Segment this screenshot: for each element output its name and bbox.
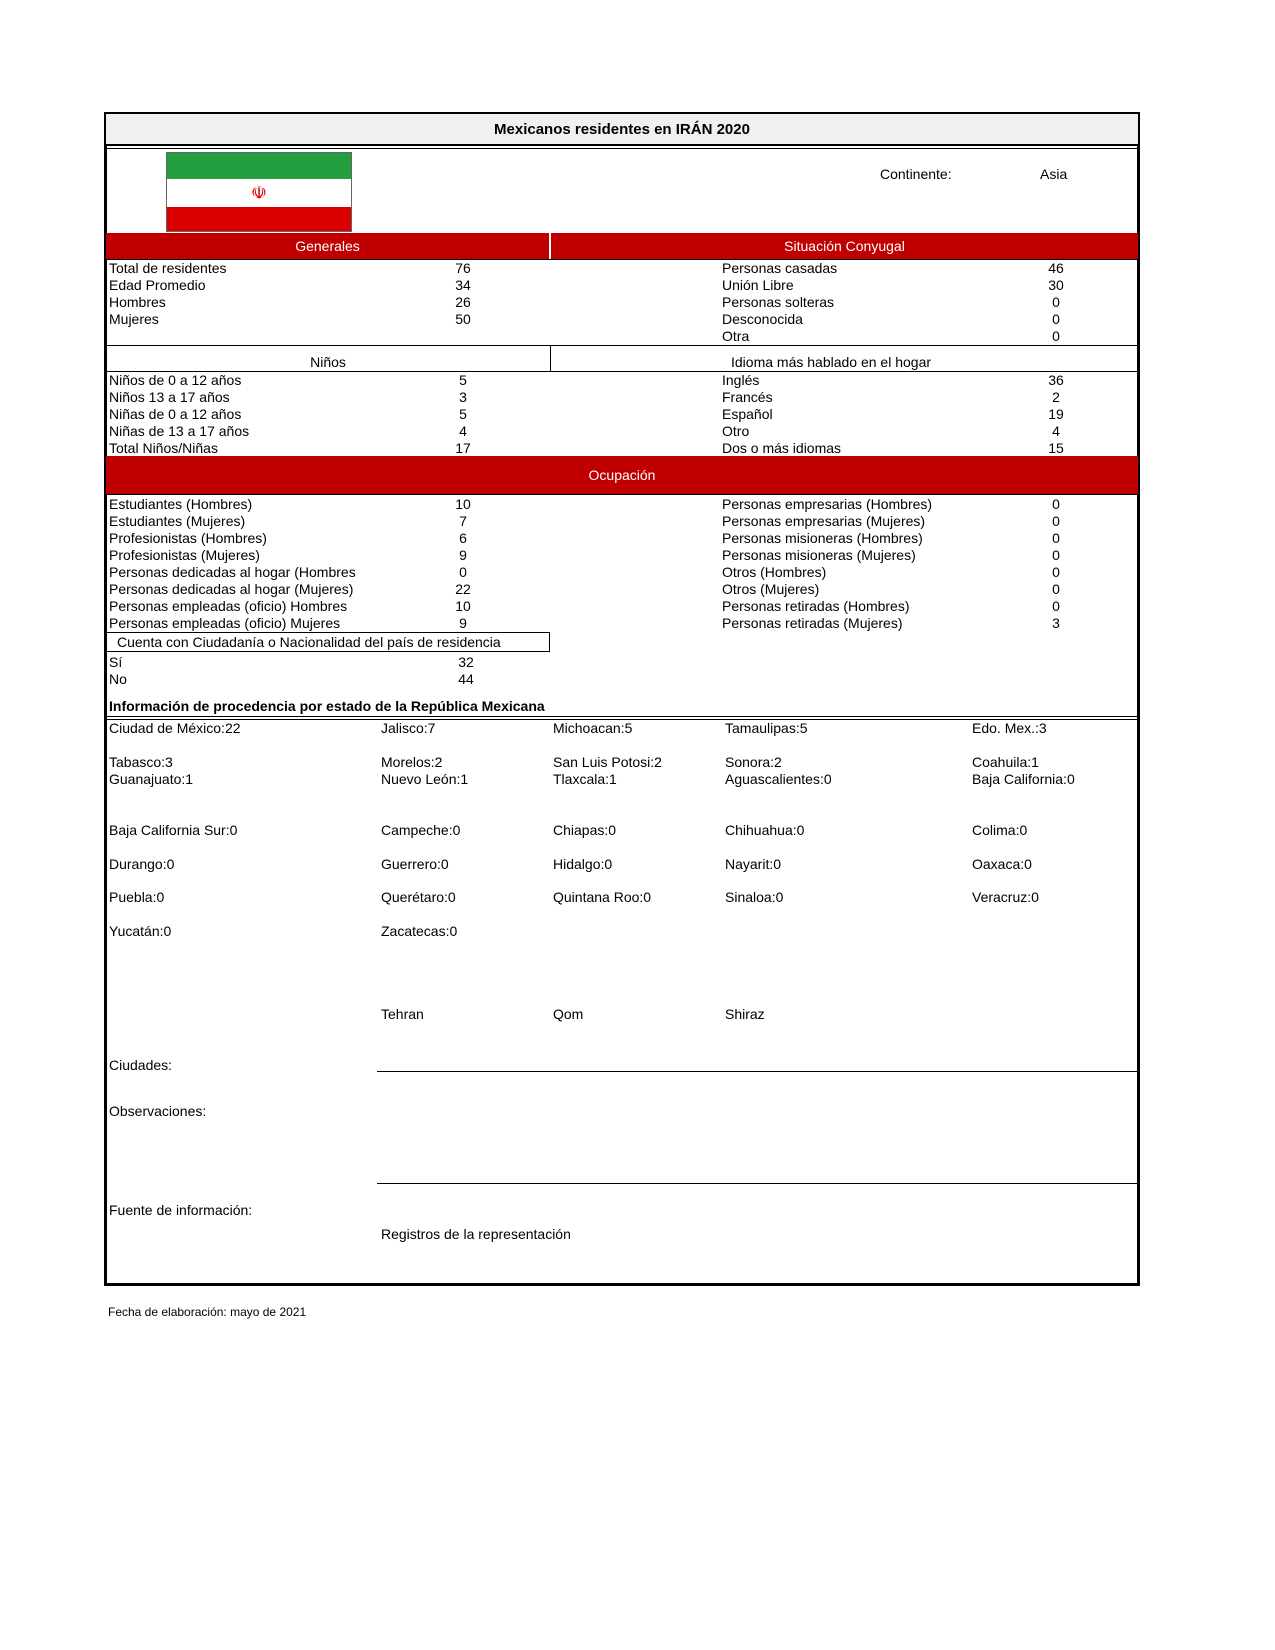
row-value: 22 bbox=[455, 581, 471, 597]
row-label: Personas casadas bbox=[722, 260, 838, 276]
state-entry: Tamaulipas:5 bbox=[725, 720, 808, 736]
state-entry: Yucatán:0 bbox=[109, 923, 172, 939]
row-value: 4 bbox=[1052, 423, 1060, 439]
row-value: 10 bbox=[455, 598, 471, 614]
ocupacion-header-bottom bbox=[106, 494, 1138, 495]
row-value: 26 bbox=[455, 294, 471, 310]
state-entry: Guerrero:0 bbox=[381, 856, 449, 872]
iran-flag-icon: ☫ bbox=[166, 152, 352, 232]
observaciones-label: Observaciones: bbox=[109, 1103, 207, 1119]
row-value: 46 bbox=[1048, 260, 1064, 276]
row-value: 7 bbox=[459, 513, 467, 529]
state-entry: Nayarit:0 bbox=[725, 856, 782, 872]
row-label: Personas empleadas (oficio) Hombres bbox=[109, 598, 348, 614]
row-label: Personas solteras bbox=[722, 294, 835, 310]
row-label: Sí bbox=[109, 654, 123, 670]
row-label: Niñas de 0 a 12 años bbox=[109, 406, 242, 422]
row-label: Francés bbox=[722, 389, 773, 405]
row-label: Otra bbox=[722, 328, 750, 344]
row-label: Personas misioneras (Hombres) bbox=[722, 530, 923, 546]
state-entry: Zacatecas:0 bbox=[381, 923, 458, 939]
ocupacion-header: Ocupación bbox=[106, 456, 1138, 494]
row-value: 0 bbox=[1052, 496, 1060, 512]
conyugal-header: Situación Conyugal bbox=[551, 233, 1138, 259]
row-value: 0 bbox=[1052, 513, 1060, 529]
state-entry: Morelos:2 bbox=[381, 754, 443, 770]
row-value: 50 bbox=[455, 311, 471, 327]
row-label: Mujeres bbox=[109, 311, 159, 327]
state-entry: Chihuahua:0 bbox=[725, 822, 805, 838]
row-value: 0 bbox=[1052, 581, 1060, 597]
row-value: 5 bbox=[459, 406, 467, 422]
row-value: 0 bbox=[1052, 547, 1060, 563]
row-value: 9 bbox=[459, 615, 467, 631]
row-value: 76 bbox=[455, 260, 471, 276]
state-entry: Tabasco:3 bbox=[109, 754, 173, 770]
row-label: Profesionistas (Hombres) bbox=[109, 530, 267, 546]
row-label: Personas retiradas (Mujeres) bbox=[722, 615, 903, 631]
state-entry: Colima:0 bbox=[972, 822, 1028, 838]
state-entry: Michoacan:5 bbox=[553, 720, 633, 736]
state-entry: Quintana Roo:0 bbox=[553, 889, 652, 905]
row-label: Hombres bbox=[109, 294, 166, 310]
state-entry: Querétaro:0 bbox=[381, 889, 456, 905]
row-value: 0 bbox=[1052, 598, 1060, 614]
row-label: Otros (Mujeres) bbox=[722, 581, 820, 597]
row-label: No bbox=[109, 671, 127, 687]
row-value: 15 bbox=[1048, 440, 1064, 456]
state-entry: Chiapas:0 bbox=[553, 822, 617, 838]
row-value: 0 bbox=[1052, 328, 1060, 344]
row-label: Inglés bbox=[722, 372, 760, 388]
row-value: 0 bbox=[459, 564, 467, 580]
row-label: Dos o más idiomas bbox=[722, 440, 842, 456]
state-entry: Campeche:0 bbox=[381, 822, 461, 838]
row-value: 32 bbox=[458, 654, 474, 670]
city-name: Qom bbox=[553, 1006, 584, 1022]
row-value: 0 bbox=[1052, 294, 1060, 310]
row-value: 6 bbox=[459, 530, 467, 546]
state-entry: Ciudad de México:22 bbox=[109, 720, 241, 736]
state-entry: Veracruz:0 bbox=[972, 889, 1039, 905]
row-label: Niños 13 a 17 años bbox=[109, 389, 230, 405]
row-value: 0 bbox=[1052, 530, 1060, 546]
state-entry: San Luis Potosi:2 bbox=[553, 754, 662, 770]
row-value: 10 bbox=[455, 496, 471, 512]
continent-value: Asia bbox=[1040, 166, 1068, 182]
row-label: Total de residentes bbox=[109, 260, 227, 276]
row-label: Personas misioneras (Mujeres) bbox=[722, 547, 916, 563]
state-entry: Edo. Mex.:3 bbox=[972, 720, 1047, 736]
ciudadania-header: Cuenta con Ciudadanía o Nacionalidad del país de residencia bbox=[106, 632, 550, 652]
row-label: Estudiantes (Mujeres) bbox=[109, 513, 246, 529]
city-name: Tehran bbox=[381, 1006, 424, 1022]
state-entry: Jalisco:7 bbox=[381, 720, 436, 736]
state-entry: Tlaxcala:1 bbox=[553, 771, 617, 787]
ninos-header-top bbox=[106, 345, 1138, 346]
fecha-elaboracion: Fecha de elaboración: mayo de 2021 bbox=[108, 1305, 307, 1319]
state-entry: Puebla:0 bbox=[109, 889, 165, 905]
row-value: 9 bbox=[459, 547, 467, 563]
row-label: Unión Libre bbox=[722, 277, 794, 293]
row-label: Desconocida bbox=[722, 311, 803, 327]
row-label: Español bbox=[722, 406, 773, 422]
row-value: 36 bbox=[1048, 372, 1064, 388]
row-label: Personas empleadas (oficio) Mujeres bbox=[109, 615, 341, 631]
state-entry: Sonora:2 bbox=[725, 754, 782, 770]
row-label: Otro bbox=[722, 423, 750, 439]
row-label: Personas empresarias (Mujeres) bbox=[722, 513, 926, 529]
continent-label: Continente: bbox=[880, 166, 952, 182]
state-entry: Sinaloa:0 bbox=[725, 889, 784, 905]
row-value: 30 bbox=[1048, 277, 1064, 293]
row-label: Otros (Hombres) bbox=[722, 564, 827, 580]
report-title: Mexicanos residentes en IRÁN 2020 bbox=[106, 114, 1138, 146]
state-entry: Baja California:0 bbox=[972, 771, 1075, 787]
state-entry: Durango:0 bbox=[109, 856, 175, 872]
row-label: Total Niños/Niñas bbox=[109, 440, 218, 456]
state-entry: Hidalgo:0 bbox=[553, 856, 613, 872]
fuente-value: Registros de la representación bbox=[381, 1226, 571, 1242]
city-name: Shiraz bbox=[725, 1006, 765, 1022]
generales-header-bottom bbox=[106, 259, 1138, 260]
row-value: 34 bbox=[455, 277, 471, 293]
procedencia-line-1 bbox=[106, 716, 1138, 717]
state-entry: Baja California Sur:0 bbox=[109, 822, 238, 838]
fuente-label: Fuente de información: bbox=[109, 1202, 253, 1218]
row-label: Profesionistas (Mujeres) bbox=[109, 547, 260, 563]
ninos-header: Niños bbox=[310, 354, 346, 370]
state-entry: Coahuila:1 bbox=[972, 754, 1039, 770]
title-underline bbox=[106, 148, 1138, 149]
state-entry: Oaxaca:0 bbox=[972, 856, 1032, 872]
state-entry: Nuevo León:1 bbox=[381, 771, 469, 787]
row-label: Niñas de 13 a 17 años bbox=[109, 423, 250, 439]
row-label: Personas retiradas (Hombres) bbox=[722, 598, 910, 614]
row-value: 2 bbox=[1052, 389, 1060, 405]
row-label: Estudiantes (Hombres) bbox=[109, 496, 253, 512]
row-value: 3 bbox=[459, 389, 467, 405]
ciudades-label: Ciudades: bbox=[109, 1057, 173, 1073]
row-value: 17 bbox=[455, 440, 471, 456]
generales-left-border bbox=[106, 260, 107, 329]
row-label: Personas dedicadas al hogar (Hombres bbox=[109, 564, 356, 580]
row-value: 4 bbox=[459, 423, 467, 439]
row-value: 5 bbox=[459, 372, 467, 388]
row-value: 44 bbox=[458, 671, 474, 687]
row-label: Niños de 0 a 12 años bbox=[109, 372, 242, 388]
state-entry: Aguascalientes:0 bbox=[725, 771, 832, 787]
observaciones-underline bbox=[377, 1183, 1138, 1184]
ciudades-underline bbox=[377, 1071, 1138, 1072]
procedencia-header: Información de procedencia por estado de la República Mexicana bbox=[109, 698, 545, 714]
generales-header: Generales bbox=[106, 233, 549, 259]
row-value: 0 bbox=[1052, 311, 1060, 327]
row-value: 19 bbox=[1048, 406, 1064, 422]
idioma-header: Idioma más hablado en el hogar bbox=[731, 354, 932, 370]
state-entry: Guanajuato:1 bbox=[109, 771, 194, 787]
row-label: Personas empresarias (Hombres) bbox=[722, 496, 933, 512]
row-label: Personas dedicadas al hogar (Mujeres) bbox=[109, 581, 354, 597]
row-label: Edad Promedio bbox=[109, 277, 206, 293]
row-value: 3 bbox=[1052, 615, 1060, 631]
row-value: 0 bbox=[1052, 564, 1060, 580]
